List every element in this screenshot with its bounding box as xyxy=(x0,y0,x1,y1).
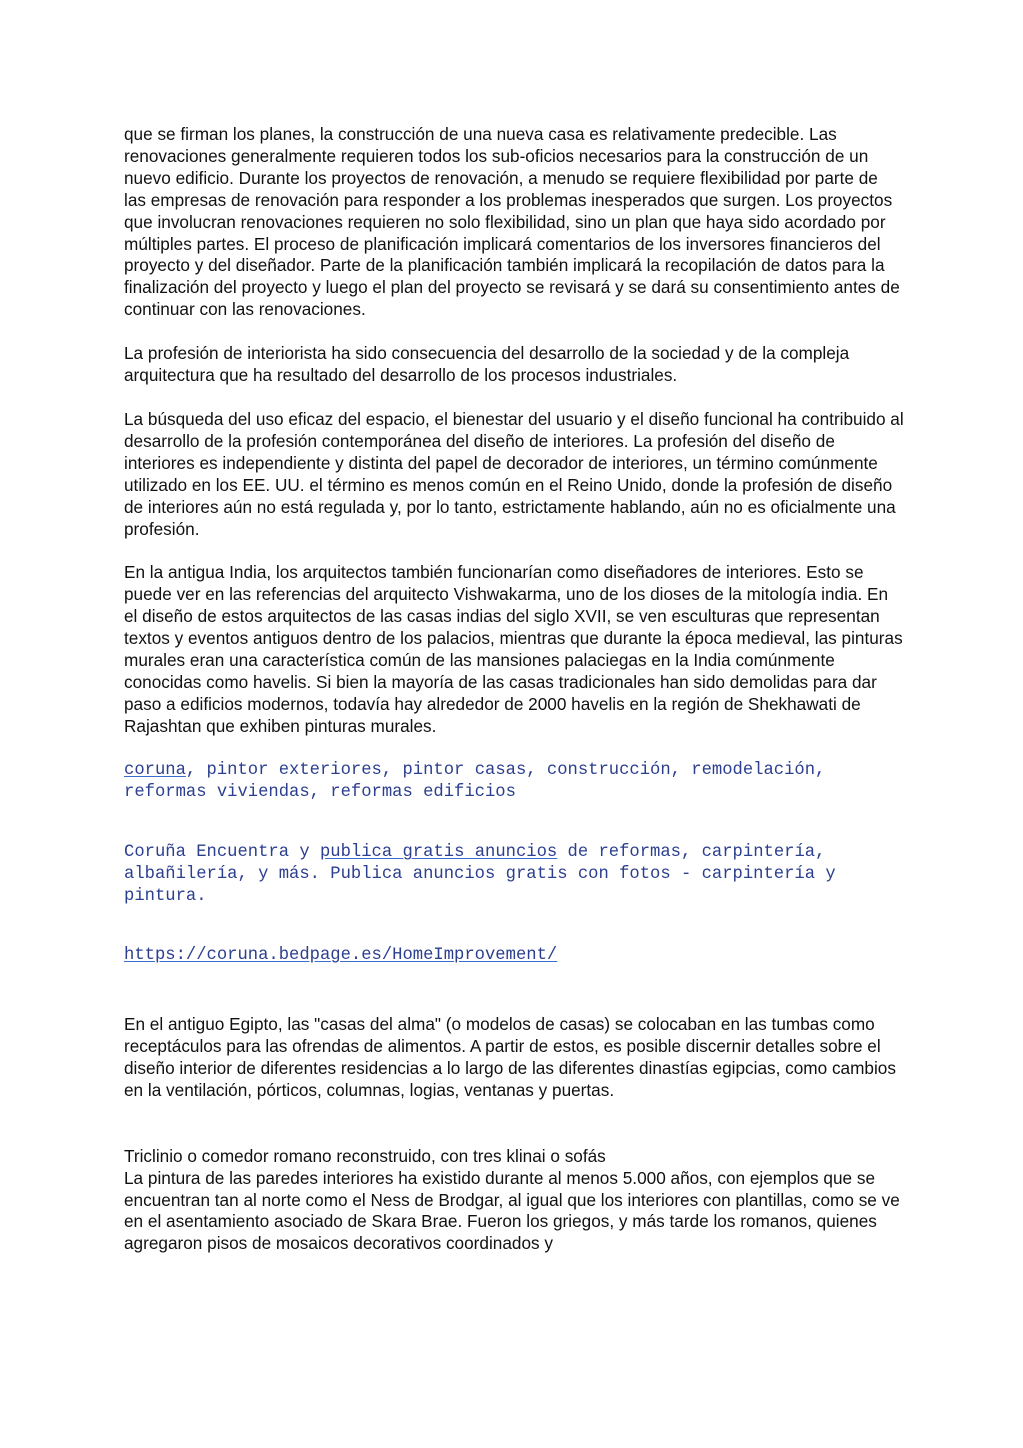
ad-text-before: Coruña Encuentra y xyxy=(124,843,320,863)
home-improvement-url-link[interactable]: https://coruna.bedpage.es/HomeImprovement/ xyxy=(124,946,558,966)
publish-ads-link[interactable]: publica gratis anuncios xyxy=(319,843,558,863)
tags-text: , pintor exteriores, pintor casas, construcción, remodelación, reformas viviendas, reformas edificios xyxy=(124,760,826,802)
paragraph-space-use: La búsqueda del uso eficaz del espacio, el bienestar del usuario y el diseño funcional ha contribuido al desarrollo de la profesión contemporánea del diseño de interiores. La profesión del diseño de interiores es independiente y distinta del papel de decorador de interiores, un término comúnmente utilizado en los EE. UU. el término es menos común en el Reino Unido, donde la profesión de diseño de interiores aún no está regulada y, por lo tanto, estrictamente hablando, aún no es oficialmente una profesión. xyxy=(124,408,904,539)
coruna-link[interactable]: coruna xyxy=(124,760,186,780)
paragraph-egypt: En el antiguo Egipto, las "casas del alma" (o modelos de casas) se colocaban en las tumbas como receptáculos para las ofrendas de alimentos. A partir de estos, es posible discernir detalles sobre el diseño interior de diferentes residencias a lo largo de las diferentes dinastías egipcias, como cambios en la ventilación, pórticos, columnas, logias, ventanas y puertas. xyxy=(124,1014,896,1100)
url-line xyxy=(124,945,904,967)
paragraph-india: En la antigua India, los arquitectos también funcionarían como diseñadores de interiores. Esto se puede ver en las referencias del arquitecto Vishwakarma, uno de los dioses de la mitología india. En el diseño de estos arquitectos de las casas indias del siglo XVII, se ven esculturas que representan textos y eventos antiguos dentro de los palacios, mientras que durante la época medieval, las pinturas murales eran una característica común de las mansiones palaciegas en la India comúnmente conocidas como havelis. Si bien la mayoría de las casas tradicionales han sido demolidas para dar paso a edificios modernos, todavía hay alrededor de 2000 havelis en la región de Shekhawati de Rajashtan que exhiben pinturas murales. xyxy=(124,562,903,736)
paragraph-profession: La profesión de interiorista ha sido consecuencia del desarrollo de la sociedad y de la compleja arquitectura que ha resultado del desarrollo de los procesos industriales. xyxy=(124,343,850,386)
tags-line xyxy=(124,760,904,804)
ad-text-after: de reformas, carpintería, albañilería, y más. Publica anuncios gratis con fotos - carpintería y pintura. xyxy=(124,843,836,907)
caption-triclinio: Triclinio o comedor romano reconstruido, con tres klinai o sofás xyxy=(124,1145,606,1166)
ad-line xyxy=(124,842,904,908)
document-page xyxy=(124,124,904,1255)
paragraph-wall-painting: La pintura de las paredes interiores ha existido durante al menos 5.000 años, con ejemplos que se encuentran tan al norte como el Ness de Brodgar, al igual que los interiores con plantillas, como se ve en el asentamiento asociado de Skara Brae. Fueron los griegos, y más tarde los romanos, quienes agregaron pisos de mosaicos decorativos coordinados y xyxy=(124,1167,900,1254)
paragraph-renovation: que se firman los planes, la construcción de una nueva casa es relativamente predecible. Las renovaciones generalmente requieren todos los sub-oficios necesarios para la construcción de un nuevo edificio. Durante los proyectos de renovación, a menudo se requiere flexibilidad por parte de las empresas de renovación para responder a los problemas inesperados que surgen. Los proyectos que involucran renovaciones requieren no solo flexibilidad, sino un plan que haya sido acordado por múltiples partes. El proceso de planificación implicará comentarios de los inversores financieros del proyecto y del diseñador. Parte de la planificación también implicará la recopilación de datos para la finalización del proyecto y luego el plan del proyecto se revisará y se dará su consentimiento antes de continuar con las renovaciones. xyxy=(124,124,900,320)
